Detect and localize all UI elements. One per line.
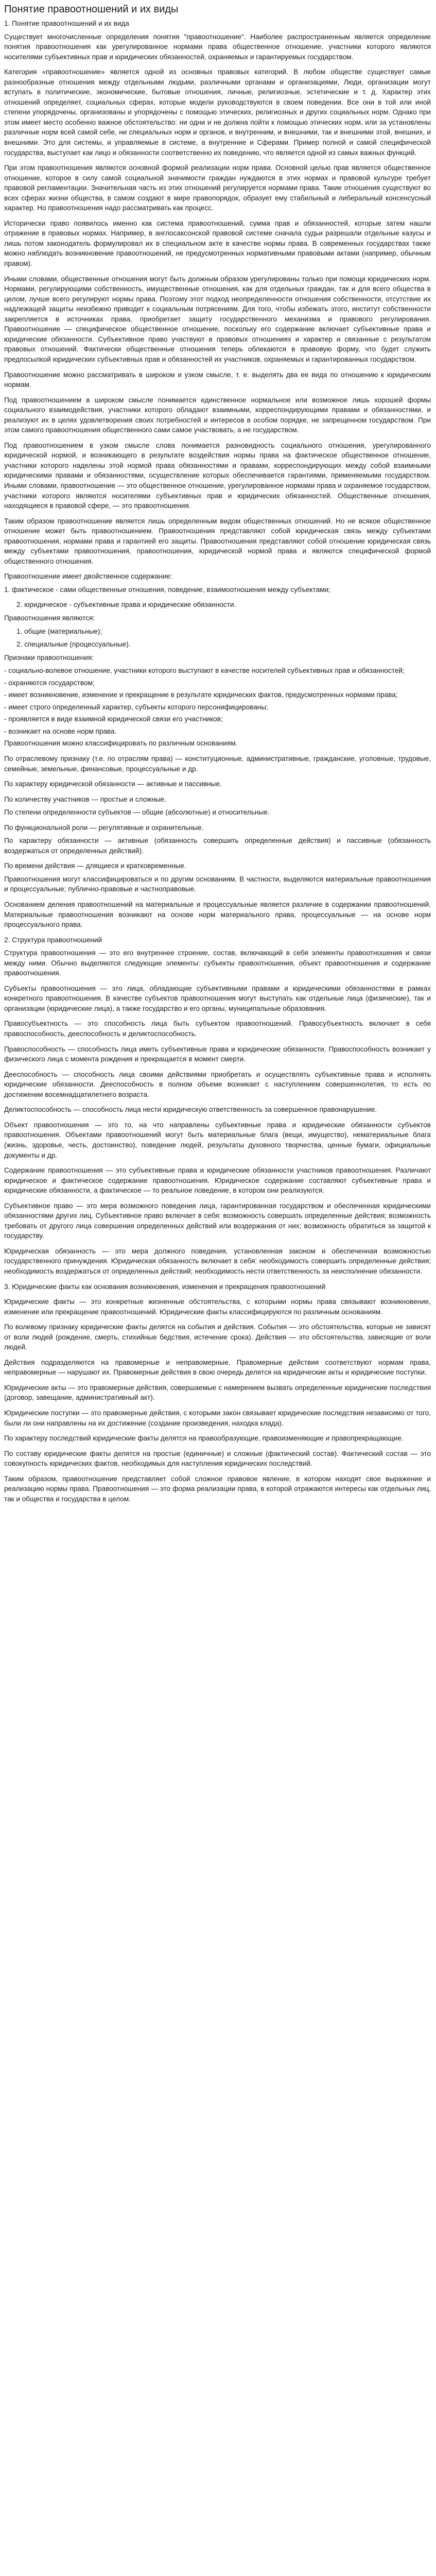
paragraph: По времени действия — длящиеся и кратковременные. xyxy=(4,862,186,870)
paragraph: - возникает на основе норм права. xyxy=(4,727,117,735)
paragraph: Субъекты правоотношения — это лица, обладающие субъективными правами и юридическими обязанностями в рамках конкретного правоотношения. В качестве субъектов правоотношения могут выступать как отдельные лица (физические), так и организации (юридические лица), а также государство и его органы, муниципальные образования. xyxy=(4,984,431,1012)
paragraph: Правоотношения можно классифицировать по различным основаниям. xyxy=(4,739,238,748)
paragraph: Структура правоотношения — это его внутреннее строение, состав, включающий в себя элементы правоотношения и связи между ними. Обычно выделяются следующие элементы: субъекты правоотношения, объект правоотношения и содержание правоотношения. xyxy=(4,949,431,977)
paragraph: По характеру обязанности — активные (обязанность совершить определенные действия) и пассивные (обязанность воздержаться от определенных действий). xyxy=(4,837,431,855)
paragraph: По составу юридические факты делятся на простые (единичные) и сложные (фактический состав). Фактический состав — это совокупность юридических фактов, необходимых для наступления юридических последствий. xyxy=(4,1449,431,1468)
paragraph: Объект правоотношения — это то, на что направлены субъективные права и юридические обязанности субъектов правоотношения. Объектами правоотношений могут быть материальные блага (вещи, имущество), нематериальные блага (жизнь, здоровье, честь, достоинство), поведение людей, результаты духовного творчества, ценные бумаги, официальные документы и др. xyxy=(4,1121,431,1159)
paragraph: 1. фактическое - сами общественные отношения, поведение, взаимоотношения между субъектами; xyxy=(4,585,330,594)
paragraph: Содержание правоотношения — это субъективные права и юридические обязанности участников правоотношения. Различают юридическое и фактическое содержание правоотношения. Юридическое содержание составляют субъективные права и юридические обязанности, а фактическое — то реальное поведение, в котором они реализуются. xyxy=(4,1166,431,1195)
paragraph: Правосубъектность — это способность лица быть субъектом правоотношений. Правосубъектность включает в себя правоспособность, дееспособность и деликтоспособность. xyxy=(4,1020,431,1038)
paragraph: Субъективное право — это мера возможного поведения лица, гарантированная государством и обеспеченная юридическими обязанностями других лиц. Субъективное право включает в себя: возможность совершать определенные действия; возможность требовать от другого лица совершения определенных действий или воздержания от них; возможность обратиться за защитой к государству. xyxy=(4,1201,431,1240)
paragraph: По отраслевому признаку (т.е. по отраслям права) — конституционные, административные, гражданские, уголовные, трудовые, семейные, земельные, финансовые, процессуальные и др. xyxy=(4,755,431,773)
paragraph: 2. Структура правоотношений xyxy=(4,936,102,944)
paragraph: - социально-волевое отношение, участники которого выступают в качестве носителей субъективных прав и обязанностей; xyxy=(4,667,405,675)
paragraph: 1. общие (материальные); xyxy=(16,627,102,635)
paragraph: Юридические акты — это правомерные действия, совершаемые с намерением вызвать определенные юридические последствия (договор, завещание, административный акт). xyxy=(4,1383,431,1402)
paragraph: Иными словами, общественные отношения могут быть должным образом урегулированы только при помощи юридических норм. Нормами, регулирующими собственность, имущественные отношения, как для отдельных граждан, так и для всего общества в целом, лучше всего регулируют нормы права. Поэтому этот подход неопределенности отношения собственности, отсутствие их надлежащей защиты неизбежно приводит к социальным потрясениям. Для того, чтобы избежать этого, институт собственности закрепляется в источниках права, приобретает защиту государственного механизма и правового регулирования. Правоотношение — специфическое общественное отношение, поскольку его содержание включает субъективные права и юридические обязанности. Субъективное право участвуют в правовых отношениях и характер и связанные с результатом правовых отношений. Фактически общественные отношения теперь облекаются в правовую форму, что будет служить предпосылкой юридических субъективных прав и обязанностей их участников, охраняемых и гарантированных государством. xyxy=(4,275,431,363)
paragraph: Исторически право появилось именно как система правоотношений, сумма прав и обязанностей, которые затем нашли отражение в правовых нормах. Например, в англосаксонской правовой системе сначала судьи разрешали отдельные казусы и лишь потом законодатель формулировал их в специальном акте в качестве нормы права. В современных государствах также можно наблюдать возникновение правоотношений, не предусмотренных нормативными правовыми актами (например, обычным правом). xyxy=(4,219,431,268)
paragraph: Правоотношения могут классифицироваться и по другим основаниям. В частности, выделяются материальные правоотношения и процессуальные; публично-правовые и частноправовые. xyxy=(4,875,431,893)
paragraph: Правоотношения являются: xyxy=(4,614,95,622)
paragraph: 2. юридическое - субъективные права и юридические обязанности. xyxy=(16,601,236,609)
paragraph: Юридические поступки — это правомерные действия, с которыми закон связывает юридические последствия независимо от того, были ли они направлены на их достижение (создание произведения, находка клада). xyxy=(4,1409,431,1427)
paragraph: По волевому признаку юридические факты делятся на события и действия. События — это обстоятельства, которые не зависят от воли людей (рождение, смерть, стихийные бедствия, истечение срока). Действия — это обстоятельства, зависящие от воли людей. xyxy=(4,1323,431,1351)
paragraph: 1. Понятие правоотношений и их вида xyxy=(4,20,129,27)
paragraph: Юридическая обязанность — это мера должного поведения, установленная законом и обеспеченная возможностью государственного принуждения. Юридическая обязанность включает в себя: необходимость совершить определенные действия; необходимость воздержаться от определенных действий; необходимость нести ответственность за неисполнение обязанности. xyxy=(4,1247,431,1275)
paragraph: - охраняются государством; xyxy=(4,679,95,687)
paragraph: Основанием деления правоотношений на материальные и процессуальные является различие в содержании правоотношений. Материальные правоотношения возникают на основе норм материального права, процессуальные — на основе норм процессуального права. xyxy=(4,901,431,929)
paragraph: Под правоотношением в узком смысле слова понимается разновидность социального отношения, урегулированного юридической нормой, и возникающего в результате воздействия нормы права на фактическое общественное отношение, участники которого наделены этой нормой права обязанностями и правами, корреспондирующих между собой взаимными юридическими правами и обязанностями, осуществление которых обеспечивается гарантиями, применяемыми государством. Иными словами, правоотношение — это общественное отношение, урегулированное нормами права и охраняемое государством, участники которого являются носителями субъективных прав и юридических обязанностей. Общественные отношения, находящиеся в правовой сфере, — это правоотношения. xyxy=(4,441,431,510)
paragraph: По функциональной роли — регулятивные и охранительные. xyxy=(4,823,204,832)
paragraph: По количеству участников — простые и сложные. xyxy=(4,795,166,803)
paragraph: При этом правоотношения являются основной формой реализации норм права. Основной целью прав является общественное отношение, которое в силу самой социальной значимости граждан нуждаются в этих нормах и правовой культуре требует правовой регламентации. Значительная часть из этих отношений регулируется нормами права. Такие отношения существуют во всех сферах жизни общества, в самом создают в мире правопорядок, образует ему стабильный и либеральный консенсусный характер. Но правоотношения надо рассматривать как процесс. xyxy=(4,164,431,212)
paragraph: Категория «правоотношение» является одной из основных правовых категорий. В любом обществе существует самые разнообразные отношения между отдельными людьми, различными органами и организациями, Люди, организации могут вступать в политические, экономические, бытовые отношения, личные, религиозные, эстетические и т. д. Характер этих отношений определяет, социальных сферах, которые модели руководствуются в своем поведении. Все они в той или иной степени упорядочены, организованы и упорядочены с помощью этических, религиозных и других социальных норм. Однако при этом имеет место особенно важное обстоятельство: ни одни и не должна пойти к помощью этических норм, или за установлены различные норм всей самой себе, ни специальных норм и органов, и внутренним, и внешними, так и внешними этой, внешних, и внешними. Это для системы, и управляемые в системе, а внутренние и Сферами. Пример полной и самой специфической государства, выступает как лицо и обязанности соответственно их поведению, что является одной из самых важных функций. xyxy=(4,68,431,157)
paragraph: Таким образом правоотношение является лишь определенным видом общественных отношений. Но не всякое общественное отношение может быть правоотношением. Правоотношения представляют собой юридическая связь между субъектами правоотношения, нормами права и гарантией его защиты. Правоотношения представляют собой отношение юридическая связь между субъектами правоотношения, правоотношения, юридической нормой права и являются специфической формой общественного отношения. xyxy=(4,517,431,565)
paragraph: Правоспособность — способность лица иметь субъективные права и юридические обязанности. Правоспособность возникает у физического лица с момента рождения и прекращается в момент смерти. xyxy=(4,1045,431,1063)
paragraph: Действия подразделяются на правомерные и неправомерные. Правомерные действия соответствуют нормам права, неправомерные — нарушают их. Правомерные действия в свою очередь делятся на юридические акты и юридические поступки. xyxy=(4,1358,431,1377)
paragraph: Таким образом, правоотношение представляет собой сложное правовое явление, в котором находят свое выражение и реализацию нормы права. Правоотношения — это форма реализации права, в которой отражаются интересы как отдельных лиц, так и общества и государства в целом. xyxy=(4,1475,431,1503)
paragraph: - имеет возникновение, изменение и прекращение в результате юридических фактов, предусмотренных нормами права; xyxy=(4,691,398,699)
page-title: Понятие правоотношений и их виды xyxy=(4,4,179,15)
paragraph: - имеет строго определенный характер, субъекты которого персонифицированы; xyxy=(4,703,268,711)
paragraph: 2. специальные (процессуальные). xyxy=(16,640,131,649)
paragraph: По характеру последствий юридические факты делятся на правообразующие, правоизменяющие и правопрекращающие. xyxy=(4,1434,404,1443)
paragraph: Признаки правоотношения: xyxy=(4,653,94,662)
paragraph: Под правоотношением в широком смысле понимается единственное нормальное или возможное лишь хорошей формы социального взаимодействия, участники которого обладают взаимными, корреспондирующими правами и обязанностями, и реализуют их в целях удовлетворения своих потребностей и интересов в особом порядке, не запрещенном государством. При этом самого правоотношения общественного сами самое участвовать, а не государством. xyxy=(4,396,431,434)
paragraph: Деликтоспособность — способность лица нести юридическую ответственность за совершенное правонарушение. xyxy=(4,1106,377,1114)
paragraph: По степени определенности субъектов — общие (абсолютные) и относительные. xyxy=(4,808,270,817)
paragraph: Существует многочисленные определения понятия "правоотношение". Наиболее распространенным является определение понятия правоотношения как урегулированное нормами права общественное отношение, участники которого являются носителями субъективных прав и юридических обязанностей, охраняемых и гарантируемых государством. xyxy=(4,32,431,61)
paragraph: По характеру юридической обязанности — активные и пассивные. xyxy=(4,780,222,788)
paragraph: Юридические факты — это конкретные жизненные обстоятельства, с которыми нормы права связывают возникновение, изменение или прекращение правоотношений. Юридические факты классифицируются по различным основаниям. xyxy=(4,1298,431,1316)
paragraph: Правоотношение можно рассматривать в широком и узком смысле, т. е. выделять два ее вида по отношению к юридическим нормам. xyxy=(4,370,431,389)
document-body xyxy=(4,19,431,1504)
paragraph: 3. Юридические факты как основания возникновения, изменения и прекращения правоотношений xyxy=(4,1282,326,1291)
paragraph: Правоотношение имеет двойственное содержание: xyxy=(4,572,172,581)
paragraph: Дееспособность — способность лица своими действиями приобретать и осуществлять субъективные права и исполнять юридические обязанности. Дееспособность в полном объеме возникает с наступлением совершеннолетия, то есть по достижении восемнадцатилетнего возраста. xyxy=(4,1070,431,1098)
paragraph: - проявляется в виде взаимной юридической связи его участников; xyxy=(4,715,223,723)
